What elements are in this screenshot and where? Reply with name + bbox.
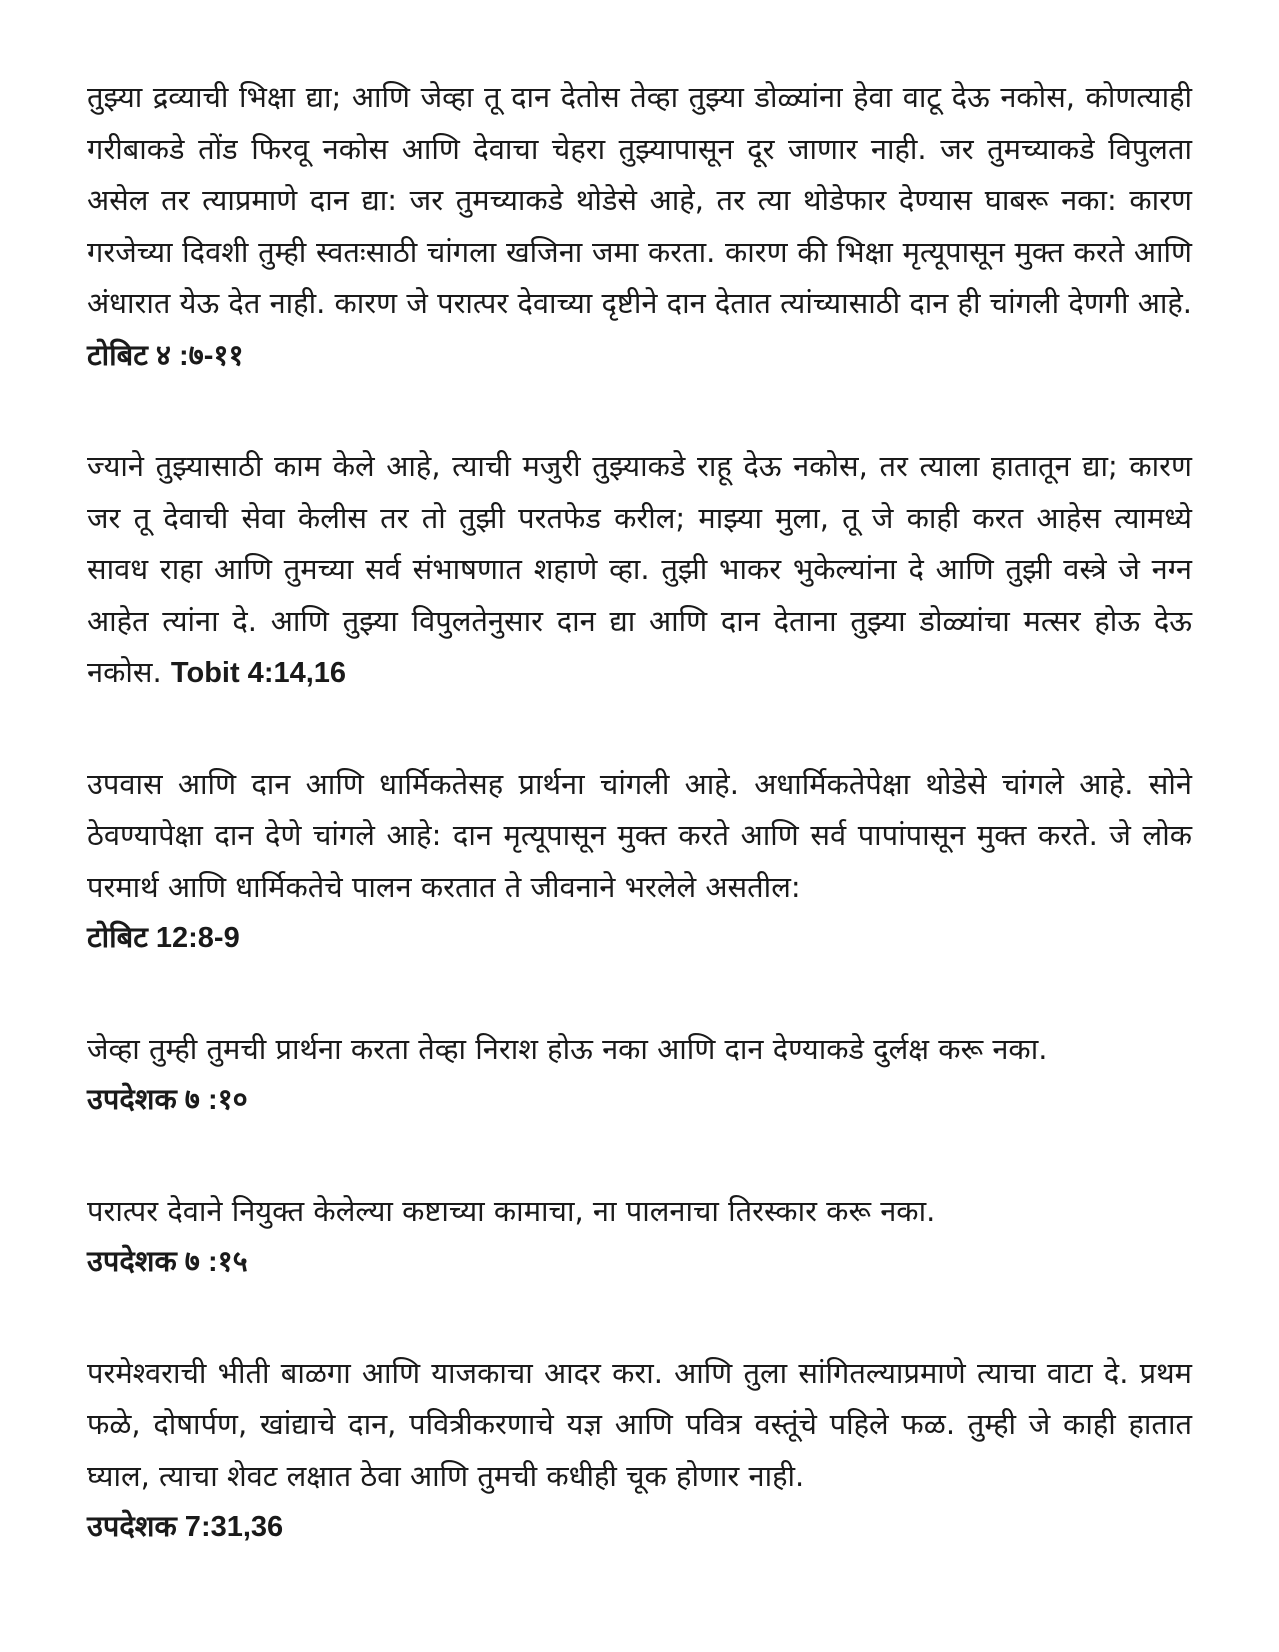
document-page [87,72,1192,1554]
scripture-reference: उपदेशक ७ :१५ [87,1246,248,1278]
passage-5 [87,1186,1192,1289]
passage-2 [87,441,1192,700]
passage-text: ज्याने तुझ्यासाठी काम केले आहे, त्याची मजुरी तुझ्याकडे राहू देऊ नकोस, तर त्याला हातातून द्या; कारण जर तू देवाची सेवा केलीस तर तो तुझी परतफेड करील; माझ्या मुला, तू जे काही करत आहेस त्यामध्ये सावध राहा आणि तुमच्या सर्व संभाषणात शहाणे व्हा. तुझी भाकर भुकेल्यांना दे आणि तुझी वस्त्रे जे नग्न आहेत त्यांना दे. आणि तुझ्या विपुलतेनुसार दान द्या आणि दान देताना तुझ्या डोळ्यांचा मत्सर होऊ देऊ नकोस. [87,449,1192,689]
passage-4 [87,1024,1192,1127]
scripture-reference: टोबिट 12:8-9 [87,922,240,954]
scripture-reference: उपदेशक 7:31,36 [87,1511,284,1543]
passage-6 [87,1348,1192,1554]
passage-text: परमेश्वराची भीती बाळगा आणि याजकाचा आदर करा. आणि तुला सांगितल्याप्रमाणे त्याचा वाटा दे. प्रथम फळे, दोषार्पण, खांद्याचे दान, पवित्रीकरणाचे यज्ञ आणि पवित्र वस्तूंचे पहिले फळ. तुम्ही जे काही हातात घ्याल, त्याचा शेवट लक्षात ठेवा आणि तुमची कधीही चूक होणार नाही. [87,1355,1192,1493]
passage-1 [87,72,1192,382]
scripture-reference: उपदेशक ७ :१० [87,1084,248,1116]
passage-text: उपवास आणि दान आणि धार्मिकतेसह प्रार्थना चांगली आहे. अधार्मिकतेपेक्षा थोडेसे चांगले आहे. सोने ठेवण्यापेक्षा दान देणे चांगले आहे: दान मृत्यूपासून मुक्त करते आणि सर्व पापांपासून मुक्त करते. जे लोक परमार्थ आणि धार्मिकतेचे पालन करतात ते जीवनाने भरलेले असतील: [87,766,1192,904]
passage-text: तुझ्या द्रव्याची भिक्षा द्या; आणि जेव्हा तू दान देतोस तेव्हा तुझ्या डोळ्यांना हेवा वाटू देऊ नकोस, कोणत्याही गरीबाकडे तोंड फिरवू नकोस आणि देवाचा चेहरा तुझ्यापासून दूर जाणार नाही. जर तुमच्याकडे विपुलता असेल तर त्याप्रमाणे दान द्या: जर तुमच्याकडे थोडेसे आहे, तर त्या थोडेफार देण्यास घाबरू नका: कारण गरजेच्या दिवशी तुम्ही स्वतःसाठी चांगला खजिना जमा करता. कारण की भिक्षा मृत्यूपासून मुक्त करते आणि अंधारात येऊ देत नाही. कारण जे परात्पर देवाच्या दृष्टीने दान देतात त्यांच्यासाठी दान ही चांगली देणगी आहे. [87,80,1193,320]
passage-text: परात्पर देवाने नियुक्त केलेल्या कष्टाच्या कामाचा, ना पालनाचा तिरस्कार करू नका. [87,1193,936,1228]
passage-text: जेव्हा तुम्ही तुमची प्रार्थना करता तेव्हा निराश होऊ नका आणि दान देण्याकडे दुर्लक्ष करू नका. [87,1031,1048,1066]
scripture-reference: Tobit 4:14,16 [170,657,347,689]
passage-3 [87,759,1192,965]
scripture-reference: टोबिट ४ :७-११ [87,339,244,372]
